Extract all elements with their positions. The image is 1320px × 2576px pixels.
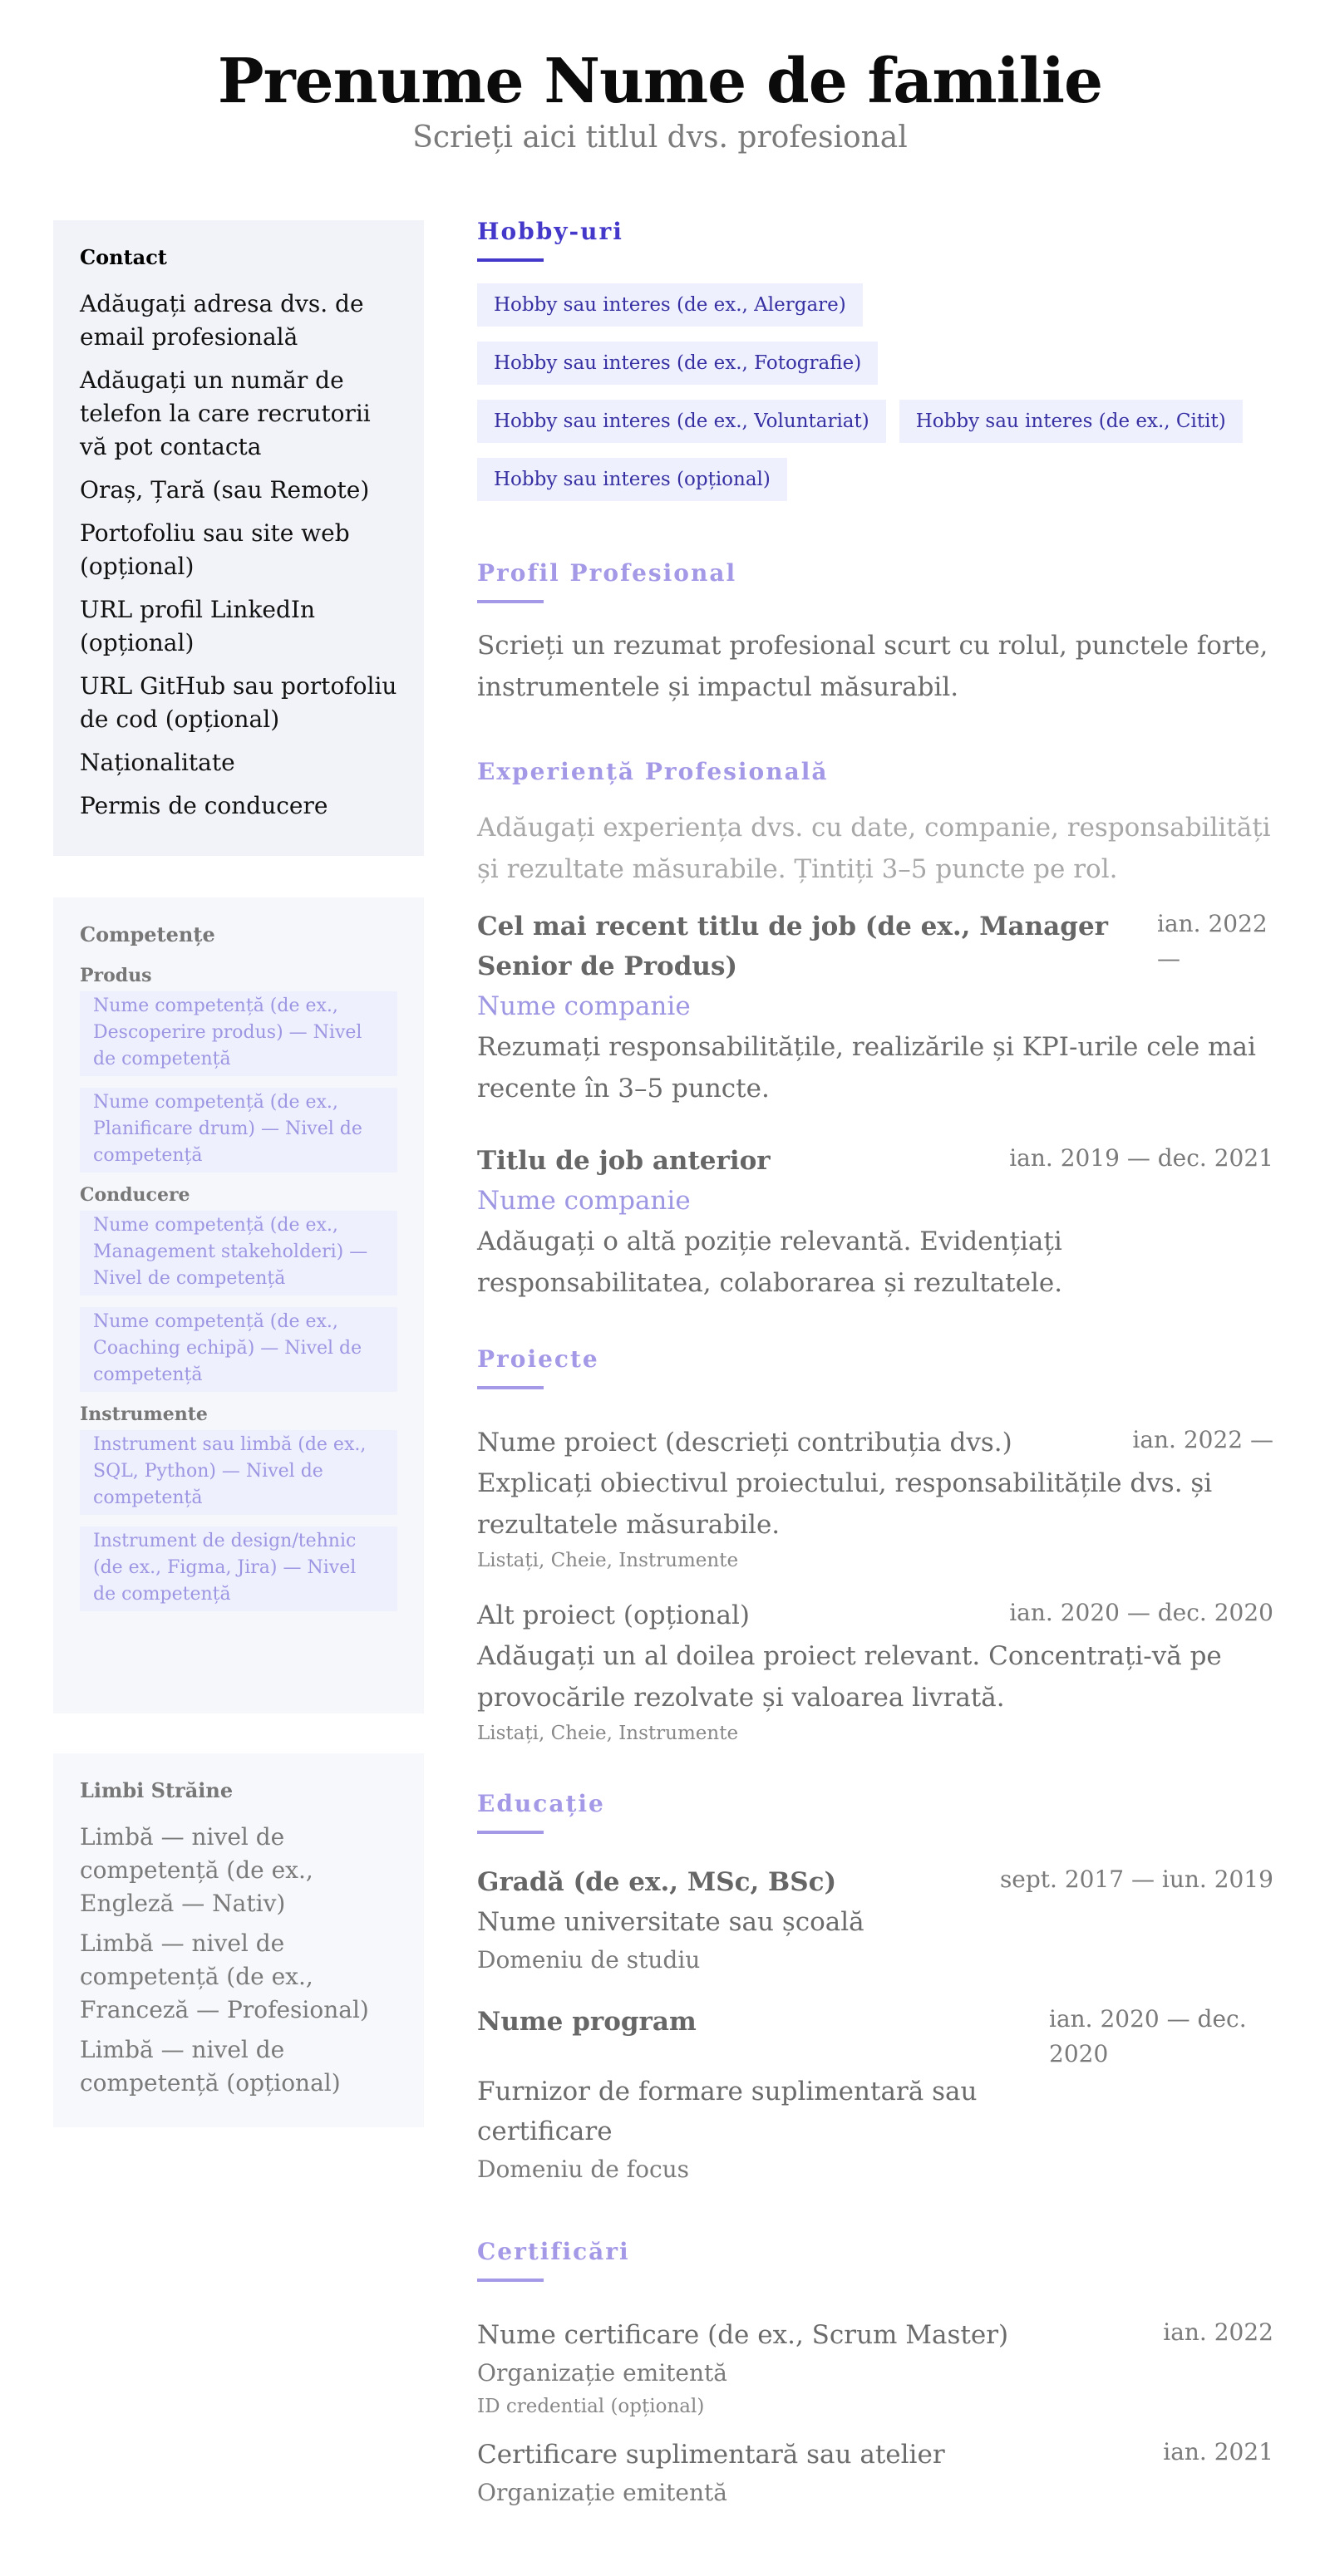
contact-linkedin: URL profil LinkedIn (opțional) — [80, 596, 316, 656]
degree: Gradă (de ex., MSc, BSc) — [477, 1867, 837, 1897]
skill-item: Nume competență (de ex., Management stakeholderi) — Nivel de competență — [80, 1211, 397, 1295]
degree: Nume program — [477, 2007, 697, 2037]
heading-underline — [477, 2279, 544, 2282]
skills-heading: Competențe — [80, 922, 215, 946]
skill-group-title: Conducere — [80, 1184, 190, 1206]
hobbies-section — [477, 218, 1273, 501]
full-name: Prenume Nume de familie — [217, 46, 1103, 117]
experience-section — [477, 758, 1273, 1304]
job-date: ian. 2022 — — [1157, 910, 1268, 972]
skill-item: Instrument de design/tehnic (de ex., Figma, Jira) — Nivel de competență — [80, 1526, 397, 1611]
certification-title: Nume certificare (de ex., Scrum Master) — [477, 2320, 1009, 2350]
field-of-study: Domeniu de focus — [477, 2156, 690, 2183]
certification-id: ID credential (opțional) — [477, 2396, 705, 2417]
projects-section — [477, 1345, 1273, 1748]
languages-box — [53, 1753, 424, 2127]
language-item: Limbă — nivel de competență (opțional) — [80, 2036, 341, 2097]
professional-title: Scrieți aici titlul dvs. profesional — [412, 120, 908, 155]
project-title: Nume proiect (descrieți contribuția dvs.) — [477, 1428, 1012, 1458]
project-tags: Listați, Cheie, Instrumente — [477, 1723, 739, 1744]
certification-org: Organizație emitentă — [477, 2359, 727, 2387]
job-date: ian. 2019 — dec. 2021 — [1009, 1144, 1273, 1172]
job-entry — [477, 907, 1273, 1109]
certification-org: Organizație emitentă — [477, 2479, 727, 2506]
contact-license: Permis de conducere — [80, 792, 328, 819]
contact-heading: Contact — [80, 245, 167, 269]
hobby-chip: Hobby sau interes (de ex., Alergare) — [477, 283, 863, 327]
contact-box — [53, 220, 424, 856]
skill-item: Nume competență (de ex., Descoperire produs) — Nivel de competență — [80, 991, 397, 1076]
education-date: ian. 2020 — dec. 2020 — [1049, 2005, 1247, 2067]
contact-email: Adăugați adresa dvs. de email profesională — [80, 290, 364, 351]
certification-date: ian. 2022 — [1163, 2318, 1273, 2346]
skill-item: Nume competență (de ex., Coaching echipă) — Nivel de competență — [80, 1307, 397, 1392]
job-description: Rezumați responsabilitățile, realizările și KPI-urile cele mai recente în 3–5 puncte. — [477, 1032, 1256, 1104]
profile-text: Scrieți un rezumat profesional scurt cu rolul, punctele forte, instrumentele și impactul măsurabil. — [477, 631, 1268, 702]
project-tags: Listați, Cheie, Instrumente — [477, 1550, 739, 1571]
certifications-section — [477, 2238, 1273, 2511]
hobby-chip: Hobby sau interes (de ex., Fotografie) — [477, 342, 878, 385]
profile-section — [477, 559, 1273, 708]
contact-location: Oraș, Țară (sau Remote) — [80, 476, 370, 504]
hobby-chip: Hobby sau interes (de ex., Voluntariat) — [477, 400, 886, 443]
project-date: ian. 2022 — — [1132, 1426, 1273, 1453]
certification-entry — [477, 2435, 1273, 2511]
certification-title: Certificare suplimentară sau atelier — [477, 2440, 945, 2470]
skill-group-title: Produs — [80, 965, 152, 986]
contact-phone: Adăugați un număr de telefon la care recrutorii vă pot contacta — [80, 366, 371, 460]
skills-box — [53, 897, 424, 1713]
projects-heading: Proiecte — [477, 1345, 599, 1373]
education-heading: Educație — [477, 1790, 605, 1817]
language-item: Limbă — nivel de competență (de ex., Engleză — Nativ) — [80, 1823, 313, 1917]
project-description: Adăugați un al doilea proiect relevant. Concentrați-vă pe provocările rezolvate și valoarea livrată. — [477, 1641, 1222, 1713]
school: Furnizor de formare suplimentară sau certificare — [477, 2077, 978, 2146]
hobbies-heading: Hobby-uri — [477, 218, 623, 245]
skill-item: Instrument sau limbă (de ex., SQL, Python) — Nivel de competență — [80, 1430, 397, 1515]
project-entry — [477, 1595, 1273, 1748]
skill-item: Nume competență (de ex., Planificare drum) — Nivel de competență — [80, 1088, 397, 1172]
school: Nume universitate sau școală — [477, 1907, 864, 1937]
job-company: Nume companie — [477, 1186, 691, 1216]
contact-portfolio: Portofoliu sau site web (opțional) — [80, 519, 350, 580]
experience-heading: Experiență Profesională — [477, 758, 829, 785]
job-entry — [477, 1141, 1273, 1304]
job-title: Cel mai recent titlu de job (de ex., Manager Senior de Produs) — [477, 912, 1109, 981]
hobby-chip: Hobby sau interes (de ex., Citit) — [899, 400, 1243, 443]
heading-underline — [477, 1386, 544, 1389]
certification-entry — [477, 2315, 1273, 2421]
heading-underline — [477, 1831, 544, 1834]
main-column — [477, 218, 1273, 2543]
job-description: Adăugați o altă poziție relevantă. Evidențiați responsabilitatea, colaborarea și rezultatele. — [477, 1227, 1063, 1298]
heading-underline — [477, 258, 544, 262]
sidebar — [53, 0, 424, 2576]
job-company: Nume companie — [477, 991, 691, 1021]
education-entry — [477, 1862, 1273, 1979]
field-of-study: Domeniu de studiu — [477, 1946, 701, 1974]
languages-heading: Limbi Străine — [80, 1778, 234, 1802]
certifications-heading: Certificări — [477, 2238, 630, 2265]
certification-date: ian. 2021 — [1163, 2438, 1273, 2465]
heading-spacer — [477, 794, 544, 797]
project-title: Alt proiect (opțional) — [477, 1600, 750, 1630]
project-date: ian. 2020 — dec. 2020 — [1009, 1599, 1273, 1626]
project-description: Explicați obiectivul proiectului, responsabilitățile dvs. și rezultatele măsurabile. — [477, 1468, 1213, 1540]
contact-nationality: Naționalitate — [80, 749, 235, 776]
education-entry — [477, 2002, 1273, 2188]
experience-intro: Adăugați experiența dvs. cu date, companie, responsabilități și rezultate măsurabile. Țintiți 3–5 puncte pe rol. — [477, 813, 1271, 884]
project-entry — [477, 1423, 1273, 1576]
job-title: Titlu de job anterior — [477, 1146, 771, 1176]
skill-group-title: Instrumente — [80, 1404, 208, 1425]
education-section — [477, 1790, 1273, 2188]
contact-github: URL GitHub sau portofoliu de cod (opțional) — [80, 672, 397, 733]
heading-underline — [477, 600, 544, 603]
hobby-chip: Hobby sau interes (opțional) — [477, 458, 787, 501]
profile-heading: Profil Profesional — [477, 559, 737, 587]
language-item: Limbă — nivel de competență (de ex., Franceză — Profesional) — [80, 1930, 369, 2023]
education-date: sept. 2017 — iun. 2019 — [999, 1866, 1273, 1893]
